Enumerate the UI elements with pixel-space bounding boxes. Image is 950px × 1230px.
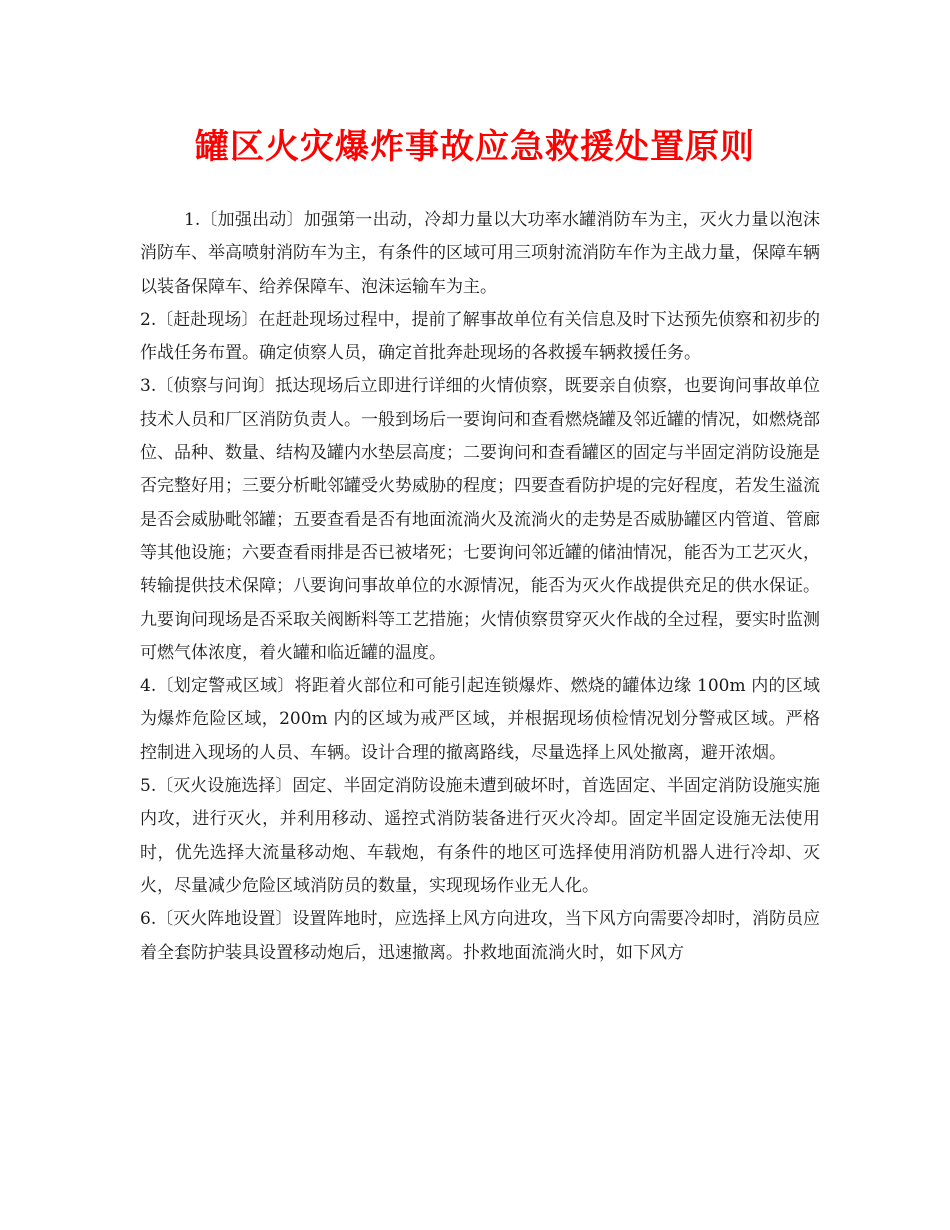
paragraph-4: 4.〔划定警戒区域〕将距着火部位和可能引起连锁爆炸、燃烧的罐体边缘 100m 内的区域为爆炸危险区域，200m 内的区域为戒严区域，并根据现场侦检情况划分警戒区域。严格控制进入现场的人员、车辆。设计合理的撤离路线，尽量选择上风处撤离，避开浓烟。 [140,676,820,763]
paragraph-5: 5.〔灭火设施选择〕固定、半固定消防设施未遭到破坏时，首选固定、半固定消防设施实施内攻，进行灭火，并利用移动、遥控式消防装备进行灭火冷却。固定半固定设施无法使用时，优先选择大流量移动炮、车载炮，有条件的地区可选择使用消防机器人进行冷却、灭火，尽量减少危险区域消防员的数量，实现现场作业无人化。 [140,776,820,896]
paragraph-6: 6.〔灭火阵地设置〕设置阵地时，应选择上风方向进攻，当下风方向需要冷却时，消防员应着全套防护装具设置移动炮后，迅速撤离。扑救地面流淌火时，如下风方 [140,909,820,963]
paragraph-3: 3.〔侦察与问询〕抵达现场后立即进行详细的火情侦察，既要亲自侦察，也要询问事故单位技术人员和厂区消防负责人。一般到场后一要询问和查看燃烧罐及邻近罐的情况，如燃烧部位、品种、数量、结构及罐内水垫层高度；二要询问和查看罐区的固定与半固定消防设施是否完整好用；三要分析毗邻罐受火势威胁的程度；四要查看防护堤的完好程度，若发生溢流是否会威胁毗邻罐；五要查看是否有地面流淌火及流淌火的走势是否威胁罐区内管道、管廊等其他设施；六要查看雨排是否已被堵死；七要询问邻近罐的储油情况，能否为工艺灭火，转输提供技术保障；八要询问事故单位的水源情况，能否为灭火作战提供充足的供水保证。九要询问现场是否采取关阀断料等工艺措施；火情侦察贯穿灭火作战的全过程，要实时监测可燃气体浓度，着火罐和临近罐的温度。 [140,376,820,663]
document-title: 罐区火灾爆炸事故应急救援处置原则 [195,127,755,167]
paragraph-2: 2.〔赶赴现场〕在赶赴现场过程中，提前了解事故单位有关信息及时下达预先侦察和初步的作战任务布置。确定侦察人员，确定首批奔赴现场的各救援车辆救援任务。 [140,309,820,364]
document-body [140,204,820,970]
paragraph-1: 1.〔加强出动〕加强第一出动，冷却力量以大功率水罐消防车为主，灭火力量以泡沫消防车、举高喷射消防车为主，有条件的区域可用三项射流消防车作为主战力量，保障车辆以装备保障车、给养保障车、泡沫运输车为主。 [140,210,820,297]
